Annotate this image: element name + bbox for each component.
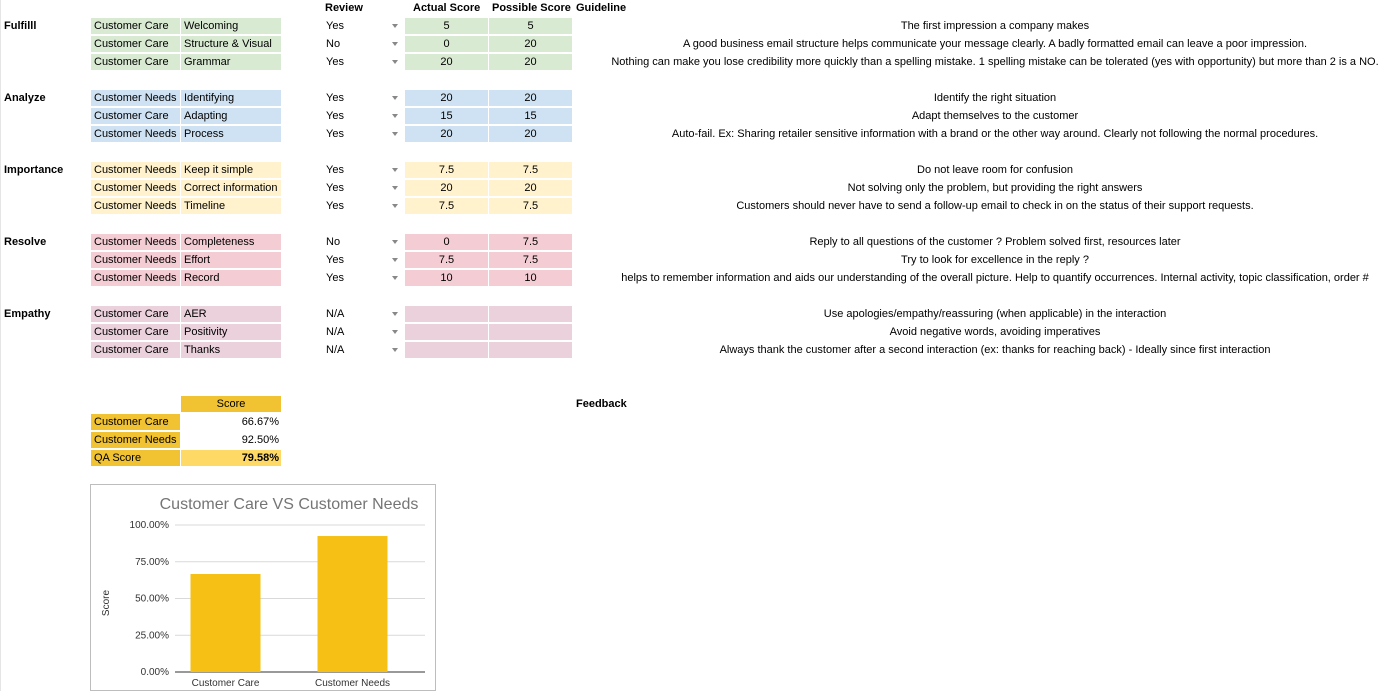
chart-x-ticks <box>192 678 390 689</box>
section-label-empathy: Empathy <box>4 308 51 320</box>
guideline-text: Identify the right situation <box>933 92 1057 104</box>
summary-score-header: Score <box>181 396 281 412</box>
item-cell[interactable]: Positivity <box>181 324 281 340</box>
guideline-text: The first impression a company makes <box>900 20 1090 32</box>
actual-score-cell[interactable]: 10 <box>405 270 489 286</box>
category-cell[interactable]: Customer Needs <box>91 270 181 286</box>
possible-score-cell[interactable]: 15 <box>489 108 572 124</box>
actual-score-cell[interactable]: 7.5 <box>405 252 489 268</box>
possible-score-cell[interactable]: 20 <box>489 180 572 196</box>
guideline-text: Reply to all questions of the customer ? Problem solved first, resources later <box>809 236 1181 248</box>
review-dropdown-icon[interactable] <box>392 348 398 352</box>
item-cell[interactable]: AER <box>181 306 281 322</box>
review-dropdown-icon[interactable] <box>392 42 398 46</box>
item-cell[interactable]: Structure & Visual <box>181 36 281 52</box>
guideline-text: Avoid negative words, avoiding imperatives <box>889 326 1101 338</box>
possible-score-cell[interactable] <box>489 324 572 340</box>
actual-score-cell[interactable]: 0 <box>405 234 489 250</box>
actual-score-cell[interactable] <box>405 324 489 340</box>
possible-score-cell[interactable] <box>489 342 572 358</box>
chart-y-tick-label: 0.00% <box>140 667 169 678</box>
guideline-text: helps to remember information and aids our understanding of the overall picture. Help to quantify occurrences. Internal activity, topic classification, order # <box>621 272 1369 284</box>
guideline-text: Nothing can make you lose credibility more quickly than a spelling mistake. 1 spelling mistake can be tolerated (yes with opportunity) but more than 2 is a NO. <box>611 56 1379 68</box>
category-cell[interactable]: Customer Care <box>91 324 181 340</box>
summary-label-customer-care: Customer Care <box>91 414 180 430</box>
review-dropdown-icon[interactable] <box>392 240 398 244</box>
category-cell[interactable]: Customer Care <box>91 36 181 52</box>
actual-score-cell[interactable]: 20 <box>405 126 489 142</box>
possible-score-cell[interactable]: 10 <box>489 270 572 286</box>
summary-value-customer-care[interactable]: 66.67% <box>241 416 279 428</box>
section-label-resolve: Resolve <box>4 236 47 248</box>
category-cell[interactable]: Customer Needs <box>91 126 181 142</box>
chart-y-tick-label: 25.00% <box>135 630 169 642</box>
possible-score-cell[interactable] <box>489 306 572 322</box>
actual-score-cell[interactable]: 20 <box>405 54 489 70</box>
summary-value-qa-score[interactable]: 79.58% <box>181 450 281 466</box>
item-cell[interactable]: Identifying <box>181 90 281 106</box>
chart-y-axis-label: Score <box>101 589 112 617</box>
guideline-text: A good business email structure helps communicate your message clearly. A badly formatted email can leave a poor impression. <box>682 38 1308 50</box>
chart-x-tick-label: Customer Needs <box>314 678 391 689</box>
review-cell[interactable]: Yes <box>326 200 344 212</box>
review-dropdown-icon[interactable] <box>392 168 398 172</box>
review-dropdown-icon[interactable] <box>392 114 398 118</box>
section-label-fulfilll: Fulfilll <box>4 20 37 32</box>
review-cell[interactable]: Yes <box>326 182 344 194</box>
chart-y-tick-label: 100.00% <box>129 520 169 531</box>
review-dropdown-icon[interactable] <box>392 312 398 316</box>
item-cell[interactable]: Completeness <box>181 234 281 250</box>
score-chart[interactable] <box>90 484 436 691</box>
review-cell[interactable]: Yes <box>326 254 344 266</box>
header-possible-score: Possible Score <box>492 2 571 14</box>
category-cell[interactable]: Customer Needs <box>91 180 181 196</box>
category-cell[interactable]: Customer Needs <box>91 252 181 268</box>
item-cell[interactable]: Timeline <box>181 198 281 214</box>
category-cell[interactable]: Customer Needs <box>91 234 181 250</box>
review-cell[interactable]: N/A <box>326 344 345 356</box>
possible-score-cell[interactable]: 20 <box>489 54 572 70</box>
guideline-text: Customers should never have to send a follow-up email to check in on the status of their support requests. <box>736 200 1254 212</box>
guideline-text: Always thank the customer after a second interaction (ex: thanks for reaching back) - Ideally since first interaction <box>719 344 1271 356</box>
possible-score-cell[interactable]: 7.5 <box>489 198 572 214</box>
section-label-importance: Importance <box>4 164 64 176</box>
actual-score-cell[interactable]: 15 <box>405 108 489 124</box>
review-cell[interactable]: No <box>326 38 341 50</box>
item-cell[interactable]: Keep it simple <box>181 162 281 178</box>
section-label-analyze: Analyze <box>4 92 46 104</box>
review-cell[interactable]: Yes <box>326 56 344 68</box>
review-dropdown-icon[interactable] <box>392 204 398 208</box>
actual-score-cell[interactable] <box>405 342 489 358</box>
possible-score-cell[interactable]: 20 <box>489 36 572 52</box>
chart-title: Customer Care VS Customer Needs <box>159 496 419 513</box>
chart-y-tick-label: 75.00% <box>135 556 169 568</box>
actual-score-cell[interactable]: 7.5 <box>405 162 489 178</box>
item-cell[interactable]: Adapting <box>181 108 281 124</box>
category-cell[interactable]: Customer Needs <box>91 198 181 214</box>
sheet-left-edge <box>0 0 1 691</box>
guideline-text: Auto-fail. Ex: Sharing retailer sensitive information with a brand or the other way around. Clearly not following the normal procedures. <box>671 128 1319 140</box>
possible-score-cell[interactable]: 7.5 <box>489 252 572 268</box>
chart-y-tick-label: 50.00% <box>135 593 169 605</box>
review-cell[interactable]: Yes <box>326 164 344 176</box>
review-cell[interactable]: Yes <box>326 128 344 140</box>
item-cell[interactable]: Effort <box>181 252 281 268</box>
summary-value-customer-needs[interactable]: 92.50% <box>241 434 279 446</box>
guideline-text: Use apologies/empathy/reassuring (when applicable) in the interaction <box>823 308 1167 320</box>
header-guideline: Guideline <box>576 2 627 14</box>
possible-score-cell[interactable]: 5 <box>489 18 572 34</box>
possible-score-cell[interactable]: 20 <box>489 126 572 142</box>
category-cell[interactable]: Customer Needs <box>91 90 181 106</box>
review-cell[interactable]: N/A <box>326 326 345 338</box>
review-cell[interactable]: Yes <box>326 92 344 104</box>
review-dropdown-icon[interactable] <box>392 186 398 190</box>
chart-bars <box>191 536 388 672</box>
chart-bar-customer-care[interactable] <box>191 574 261 672</box>
actual-score-cell[interactable]: 0 <box>405 36 489 52</box>
feedback-label: Feedback <box>576 398 627 410</box>
review-cell[interactable]: Yes <box>326 110 344 122</box>
actual-score-cell[interactable]: 20 <box>405 180 489 196</box>
item-cell[interactable]: Record <box>181 270 281 286</box>
guideline-text: Try to look for excellence in the reply ? <box>901 254 1089 266</box>
category-cell[interactable]: Customer Care <box>91 306 181 322</box>
review-cell[interactable]: N/A <box>326 308 345 320</box>
review-dropdown-icon[interactable] <box>392 60 398 64</box>
header-review: Review <box>325 2 363 14</box>
actual-score-cell[interactable]: 7.5 <box>405 198 489 214</box>
review-dropdown-icon[interactable] <box>392 96 398 100</box>
category-cell[interactable]: Customer Care <box>91 342 181 358</box>
chart-x-tick-label: Customer Care <box>191 678 260 689</box>
summary-label-qa-score: QA Score <box>91 450 180 466</box>
possible-score-cell[interactable]: 7.5 <box>489 162 572 178</box>
chart-svg <box>91 485 435 690</box>
guideline-text: Adapt themselves to the customer <box>911 110 1079 122</box>
actual-score-cell[interactable]: 20 <box>405 90 489 106</box>
category-cell[interactable]: Customer Care <box>91 108 181 124</box>
item-cell[interactable]: Thanks <box>181 342 281 358</box>
review-dropdown-icon[interactable] <box>392 24 398 28</box>
guideline-text: Not solving only the problem, but providing the right answers <box>847 182 1143 194</box>
item-cell[interactable]: Grammar <box>181 54 281 70</box>
summary-label-customer-needs: Customer Needs <box>91 432 180 448</box>
header-actual-score: Actual Score <box>413 2 481 14</box>
category-cell[interactable]: Customer Care <box>91 54 181 70</box>
review-dropdown-icon[interactable] <box>392 132 398 136</box>
category-cell[interactable]: Customer Care <box>91 18 181 34</box>
item-cell[interactable]: Welcoming <box>181 18 281 34</box>
review-dropdown-icon[interactable] <box>392 258 398 262</box>
actual-score-cell[interactable] <box>405 306 489 322</box>
actual-score-cell[interactable]: 5 <box>405 18 489 34</box>
category-cell[interactable]: Customer Needs <box>91 162 181 178</box>
review-dropdown-icon[interactable] <box>392 276 398 280</box>
item-cell[interactable]: Correct information <box>181 180 281 196</box>
review-cell[interactable]: Yes <box>326 20 344 32</box>
guideline-text: Do not leave room for confusion <box>917 164 1073 176</box>
review-dropdown-icon[interactable] <box>392 330 398 334</box>
review-cell[interactable]: Yes <box>326 272 344 284</box>
review-cell[interactable]: No <box>326 236 341 248</box>
chart-bar-customer-needs[interactable] <box>318 536 388 672</box>
possible-score-cell[interactable]: 7.5 <box>489 234 572 250</box>
possible-score-cell[interactable]: 20 <box>489 90 572 106</box>
item-cell[interactable]: Process <box>181 126 281 142</box>
